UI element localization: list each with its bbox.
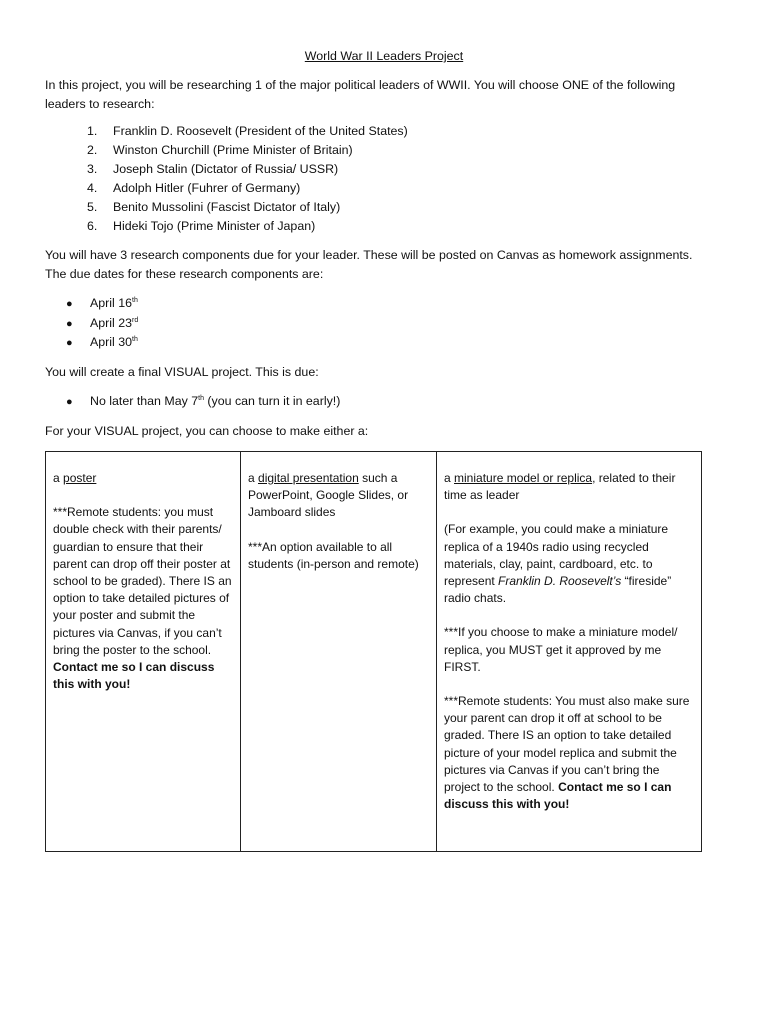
research-components-paragraph: You will have 3 research components due for your leader. These will be posted on Canvas as homework assignments. The due dates for these research components are: [45,248,693,282]
option-digital-heading: a digital presentation such a PowerPoint, Google Slides, or Jamboard slides [248,471,409,520]
bullet-icon: ● [66,317,73,330]
list-item: 3. Joseph Stalin (Dictator of Russia/ USSR) [87,162,339,176]
final-due-list [66,392,340,411]
project-options-table [45,451,702,852]
list-item: ● April 23rd [66,314,138,334]
option-model-remote-note: ***Remote students: You must also make sure your parent can drop it off at school to be graded. There IS an option to take detailed picture of your model replica and submit the pictures via Canvas if you can’t bring the project to the school. Contact me so I can discuss this with you! [444,694,690,812]
option-poster-heading: a poster [53,471,97,485]
due-dates-list [66,294,138,353]
option-model-example: (For example, you could make a miniature replica of a 1940s radio using recycled materials, clay, paint, cardboard, etc. to represent Franklin D. Roosevelt’s “fireside” radio chats. [444,522,672,606]
list-item: ● No later than May 7th (you can turn it in early!) [66,392,340,411]
list-item: ● April 16th [66,294,138,314]
list-item: ● April 30th [66,333,138,353]
bullet-icon: ● [66,337,73,349]
bullet-icon: ● [66,396,73,408]
list-item: 1. Franklin D. Roosevelt (President of the United States) [87,124,408,138]
list-item: 4. Adolph Hitler (Fuhrer of Germany) [87,181,301,195]
option-digital-note: ***An option available to all students (in-person and remote) [248,539,419,571]
option-model-approval-note: ***If you choose to make a miniature model/ replica, you MUST get it approved by me FIRST. [444,625,678,674]
intro-paragraph: In this project, you will be researching 1 of the major political leaders of WWII. You will choose ONE of the following leaders to research: [45,78,676,112]
list-item: 6. Hideki Tojo (Prime Minister of Japan) [87,219,316,233]
leaders-list [87,122,408,236]
visual-project-paragraph: You will create a final VISUAL project. This is due: [45,365,319,379]
page-title: World War II Leaders Project [304,49,464,63]
option-poster-note: ***Remote students: you must double check with their parents/ guardian to ensure that their parent can drop off their poster at school to be graded). There IS an option to take detailed pictures of your poster and submit the pictures via Canvas, if you can’t bring the poster to the school. Contact me so I can discuss this with you! [53,505,232,692]
list-item: 5. Benito Mussolini (Fascist Dictator of Italy) [87,200,341,214]
option-poster-cell [46,452,241,852]
list-item: 2. Winston Churchill (Prime Minister of Britain) [87,143,353,157]
bullet-icon: ● [66,298,73,310]
option-model-cell [437,452,702,852]
choose-paragraph: For your VISUAL project, you can choose to make either a: [45,424,369,438]
option-model-heading: a miniature model or replica, related to their time as leader [444,471,676,503]
option-digital-cell [241,452,437,852]
